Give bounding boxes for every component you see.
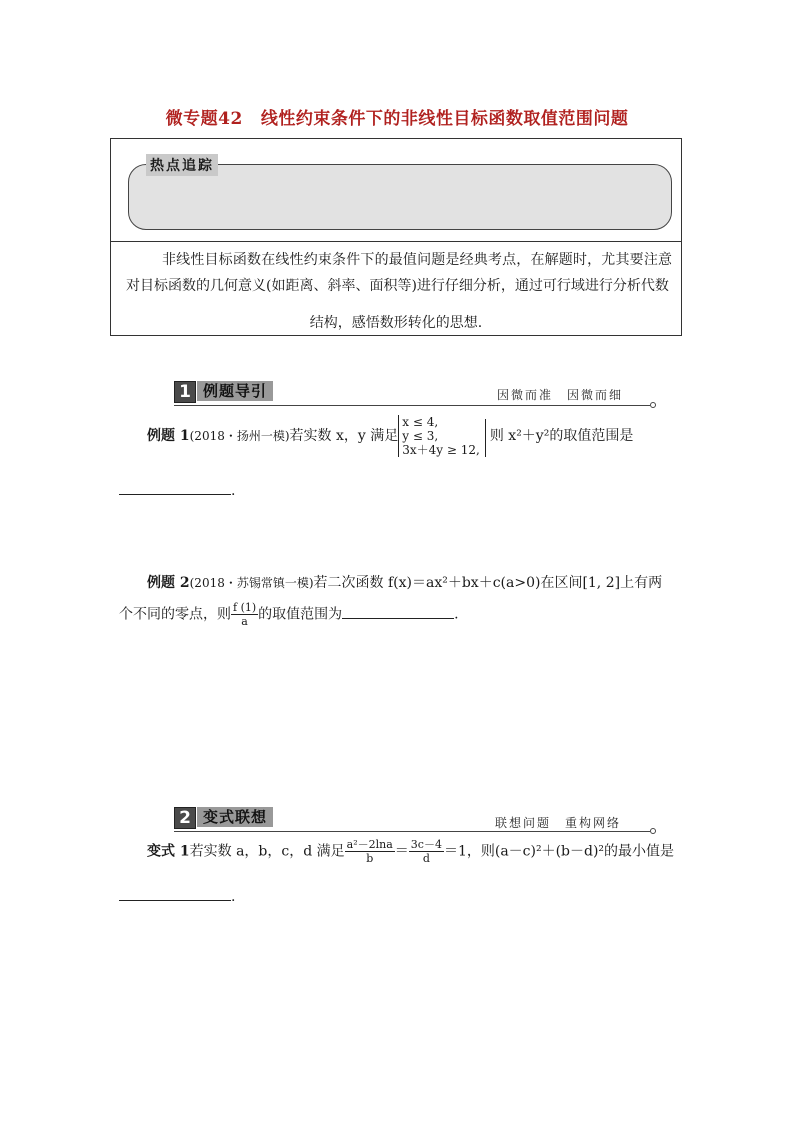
fraction: $\frac{\text{a²－2lna}}{b}$ bbox=[346, 838, 393, 865]
section-number: 2 bbox=[174, 807, 196, 829]
variant-1: 变式 1若实数 a，b，c，d 满足 $\frac{\text{a²－2lna}}{b}$ ＝ $\frac{3c-4}{d}$ ＝1，则(a－c)²＋(b－d)²的最小值是 bbox=[147, 838, 675, 865]
section-rule-dot bbox=[650, 828, 656, 834]
fraction: $\frac{f (1)}{a}$ bbox=[233, 601, 257, 628]
answer-blank[interactable] bbox=[119, 480, 231, 495]
section-label: 例题导引 bbox=[197, 381, 273, 401]
answer-line-1: . bbox=[119, 480, 235, 499]
section-subtitle: 因微而准 因微而细 bbox=[497, 388, 624, 402]
section-number: 1 bbox=[174, 381, 196, 403]
fraction: $\frac{3c-4}{d}$ bbox=[410, 838, 442, 865]
example-2-line-2: 个不同的零点，则 $\frac{f (1)}{a}$ 的取值范围为 . bbox=[119, 601, 459, 628]
divider bbox=[110, 241, 682, 242]
section-rule bbox=[174, 405, 650, 406]
example-2: 例题 2(2018・苏锡常镇一模)若二次函数 f(x)＝ax²＋bx＋c(a>0)在区间[1, 2]上有两 bbox=[147, 575, 663, 591]
section-rule bbox=[174, 831, 650, 832]
page-title: 微专题42 线性约束条件下的非线性目标函数取值范围问题 bbox=[165, 109, 629, 129]
section-label: 变式联想 bbox=[197, 807, 273, 827]
example-1: 例题 1(2018・扬州一模)若实数 x，y 满足 x ≤ 4, y ≤ 3, 3x＋4y ≥ 12, 则 x²＋y²的取值范围是 bbox=[147, 415, 634, 457]
answer-blank[interactable] bbox=[342, 604, 454, 619]
intro-paragraph: 非线性目标函数在线性约束条件下的最值问题是经典考点，在解题时，尤其要注意对目标函数的几何意义(如距离、斜率、面积等)进行仔细分析，通过可行域进行分析代数 bbox=[126, 252, 672, 294]
section-rule-dot bbox=[650, 402, 656, 408]
answer-blank[interactable] bbox=[119, 886, 231, 901]
constraint-system: x ≤ 4, y ≤ 3, 3x＋4y ≥ 12, bbox=[398, 415, 480, 457]
hot-topic-tag: 热点追踪 bbox=[146, 154, 218, 176]
section-subtitle: 联想问题 重构网络 bbox=[495, 816, 622, 830]
intro-paragraph-last: 结构，感悟数形转化的思想. bbox=[309, 315, 483, 331]
answer-line-3: . bbox=[119, 886, 235, 905]
